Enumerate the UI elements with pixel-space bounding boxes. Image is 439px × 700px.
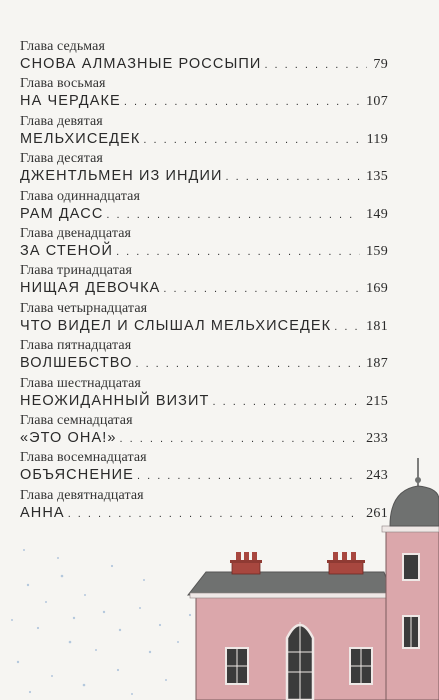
dot-leader [226, 168, 361, 186]
chapter-number: Глава двенадцатая [20, 225, 132, 241]
dot-leader [334, 318, 360, 336]
chapter-title: НА ЧЕРДАКЕ [20, 93, 121, 110]
chapter-number: Глава пятнадцатая [20, 338, 132, 354]
page-number: 79 [373, 57, 388, 72]
toc-entry [20, 300, 388, 337]
chapter-title: НИЩАЯ ДЕВОЧКА [20, 280, 161, 297]
toc-entry [20, 113, 388, 150]
blue-speckles [11, 549, 191, 695]
chapter-number: Глава седьмая [20, 39, 106, 54]
chapter-title: АННА [20, 504, 65, 521]
chapter-title: НЕОЖИДАННЫЙ ВИЗИТ [20, 392, 210, 409]
page-number: 261 [366, 505, 388, 521]
chapter-title-line [20, 167, 388, 186]
chapter-title: МЕЛЬХИСЕДЕК [20, 130, 141, 147]
toc-entry [20, 337, 388, 374]
dot-leader [143, 131, 360, 149]
chapter-title: ДЖЕНТЛЬМЕН ИЗ ИНДИИ [20, 168, 223, 185]
dot-leader [135, 355, 360, 373]
chapter-number: Глава шестнадцатая [20, 375, 141, 391]
dot-leader [116, 243, 360, 261]
house-illustration [0, 380, 439, 700]
chapter-title: РАМ ДАСС [20, 205, 104, 222]
chapter-title-line [20, 205, 388, 224]
chapter-number: Глава десятая [20, 151, 103, 167]
chapter-title: ЗА СТЕНОЙ [20, 242, 114, 259]
chapter-number: Глава восьмая [20, 76, 106, 92]
chapter-number: Глава девятая [20, 113, 103, 129]
chimney-left [230, 552, 262, 574]
chimney-right [327, 552, 365, 574]
chapter-number: Глава девятнадцатая [20, 487, 144, 503]
chapter-number: Глава тринадцатая [20, 263, 132, 279]
chapter-title-line [20, 279, 388, 298]
chapter-title-line [20, 317, 388, 336]
page-number: 215 [366, 393, 388, 409]
page-number: 181 [366, 318, 388, 334]
chapter-title-line [20, 92, 388, 111]
chapter-title: ОБЪЯСНЕНИЕ [20, 467, 134, 484]
toc-entry [20, 262, 388, 299]
dot-leader [124, 93, 360, 111]
dot-leader [163, 280, 360, 298]
chapter-title: «ЭТО ОНА!» [20, 429, 117, 446]
chapter-number: Глава четырнадцатая [20, 300, 148, 316]
page-number: 149 [366, 206, 388, 222]
toc-entry [20, 38, 388, 75]
page-number: 233 [366, 430, 388, 446]
chapter-number: Глава семнадцатая [20, 412, 133, 428]
dot-leader [106, 206, 360, 224]
chapter-title: ВОЛШЕБСТВО [20, 355, 133, 372]
page-number: 243 [366, 468, 388, 484]
chapter-number: Глава восемнадцатая [20, 450, 147, 466]
page-number: 169 [366, 281, 388, 297]
dot-leader [264, 56, 367, 74]
page-number: 135 [366, 169, 388, 185]
chapter-title-line [20, 55, 388, 74]
toc-entry [20, 225, 388, 262]
chapter-number: Глава одиннадцатая [20, 188, 141, 204]
toc-entry [20, 188, 388, 225]
chapter-title-line [20, 130, 388, 149]
toc-entry [20, 75, 388, 112]
page-number: 107 [366, 94, 388, 110]
chapter-title: ЧТО ВИДЕЛ И СЛЫШАЛ МЕЛЬХИСЕДЕК [20, 317, 332, 334]
chapter-title-line [20, 354, 388, 373]
chapter-title-line [20, 242, 388, 261]
page-number: 159 [366, 243, 388, 259]
chapter-title: СНОВА АЛМАЗНЫЕ РОССЫПИ [20, 56, 262, 72]
page-number: 119 [366, 131, 388, 147]
toc-entry [20, 150, 388, 187]
page-number: 187 [366, 356, 388, 372]
